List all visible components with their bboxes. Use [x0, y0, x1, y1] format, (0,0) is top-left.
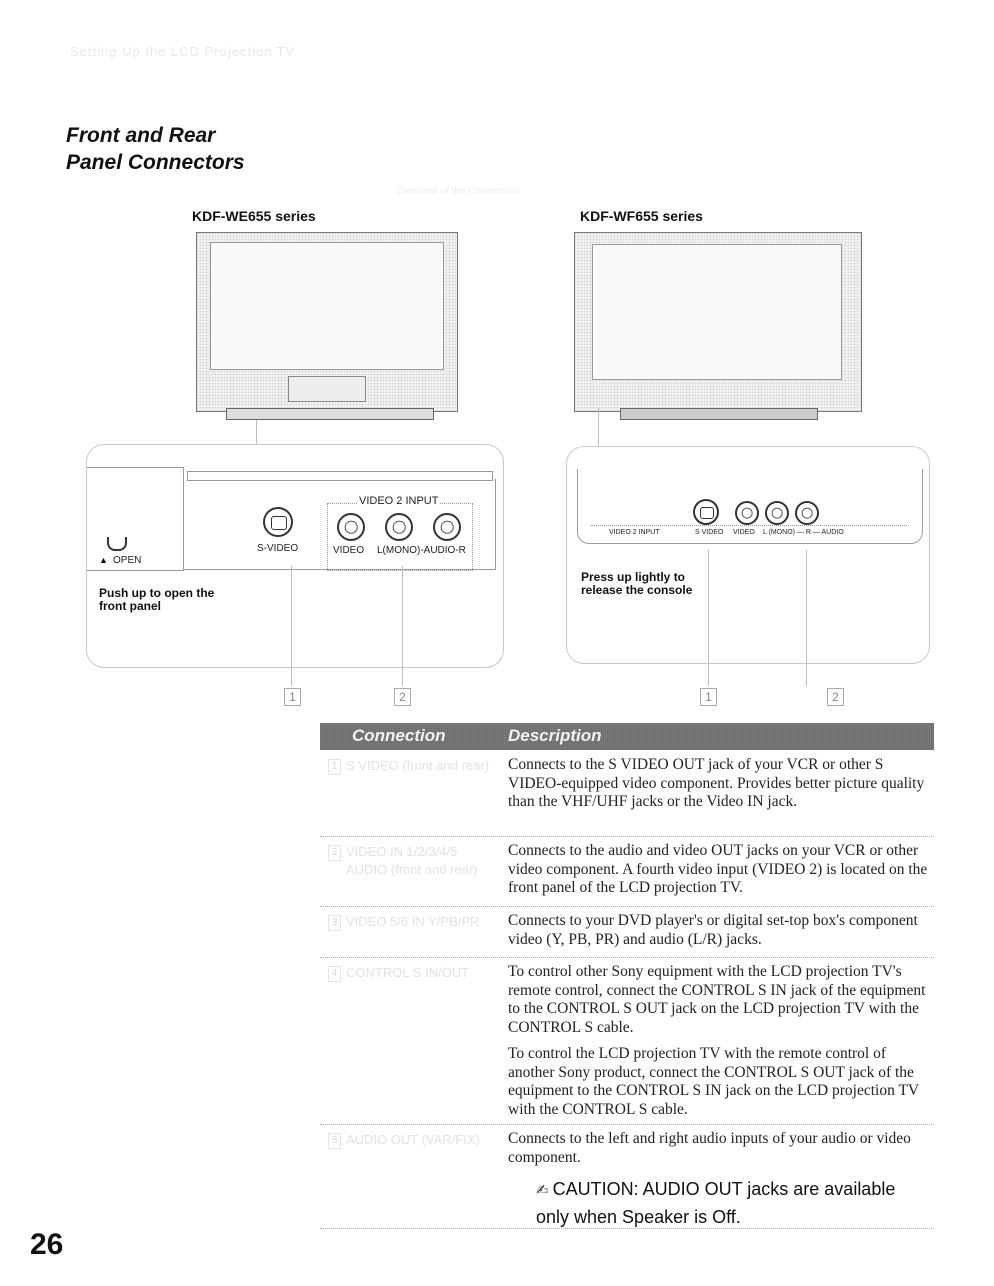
- left-callout1-box: 1: [284, 688, 301, 706]
- left-callout2-line: [402, 566, 403, 686]
- left-front-panel-detail: [86, 444, 504, 668]
- video-jack-right: [735, 501, 759, 525]
- row-1-description: Connects to the S VIDEO OUT jack of your VCR or other S VIDEO-equipped video component. Provides better picture quality than the VHF/UHF jacks or the Video IN jack.: [508, 756, 925, 810]
- right-callout2-box: 2: [827, 688, 844, 706]
- row-rule-3: [320, 957, 934, 958]
- header-description: Description: [508, 726, 602, 745]
- table-header: [320, 723, 934, 750]
- row-5-connection: AUDIO OUT (VAR/FIX): [346, 1132, 480, 1147]
- audio-label-left: L(MONO)-AUDIO-R: [377, 545, 466, 556]
- row-4-description-para2: To control the LCD projection TV with the remote control of another Sony product, connect the CONTROL S OUT jack of the equipment to the CONTROL S IN jack on the LCD projection TV with the CONTROL S cable.: [508, 1045, 919, 1118]
- left-tv-base: [226, 408, 434, 420]
- row-rule-4: [320, 1124, 934, 1125]
- video-label-left: VIDEO: [333, 545, 365, 556]
- row-4-description-para1: To control other Sony equipment with the LCD projection TV's remote control, connect the CONTROL S IN jack of the equipment to the CONTROL S OUT jack on the LCD projection TV with the CONTROL S cable.: [508, 963, 926, 1036]
- right-callout1-box: 1: [700, 688, 717, 706]
- video-jack-left: [337, 513, 365, 541]
- push-to-open-text: Push up to open the front panel: [99, 586, 215, 613]
- row-3-connection: VIDEO 5/6 IN Y/PB/PR: [346, 914, 480, 929]
- row-4-number: 4: [328, 966, 341, 982]
- triangle-up-icon: ▲: [99, 555, 108, 565]
- left-tv-illustration: [196, 232, 458, 422]
- caution-text: CAUTION: AUDIO OUT jacks are available only when Speaker is Off.: [536, 1179, 896, 1227]
- row-2-number: 2: [328, 845, 341, 861]
- page-title: [66, 122, 245, 176]
- table-bottom-rule: [320, 1228, 934, 1229]
- left-callout2-box: 2: [394, 688, 411, 706]
- press-to-release-text: Press up lightly to release the console: [581, 570, 693, 597]
- left-callout1-line: [291, 566, 292, 686]
- right-tv-illustration: [574, 232, 862, 422]
- page-title-line2: Panel Connectors: [66, 151, 245, 174]
- right-callout1-line: [708, 550, 709, 686]
- left-tv-center-panel: [288, 376, 366, 402]
- svideo-label-left: S-VIDEO: [257, 543, 299, 554]
- right-tv-screen: [592, 244, 842, 380]
- audio-r-jack-right: [795, 501, 819, 525]
- right-pointer-line: [598, 408, 599, 448]
- pencil-note-icon: ✍: [536, 1182, 549, 1199]
- row-5-description: Connects to the left and right audio inputs of your audio or video component.: [508, 1130, 911, 1166]
- right-strip-svideo: S VIDEO: [695, 529, 724, 536]
- audio-l-jack-right: [765, 501, 789, 525]
- page-title-line1: Front and Rear: [66, 124, 216, 147]
- right-tv-base: [620, 408, 818, 420]
- audio-r-jack-left: [433, 513, 461, 541]
- row-rule-1: [320, 836, 934, 837]
- right-strip-audio: L (MONO) — R — AUDIO: [763, 529, 844, 536]
- row-1-connection: S VIDEO (front and rear): [346, 758, 490, 773]
- left-tv-screen: [210, 242, 444, 370]
- right-strip-video: VIDEO: [733, 529, 755, 536]
- header-connection: Connection: [352, 726, 446, 745]
- video2-input-label: VIDEO 2 INPUT: [359, 495, 439, 507]
- right-front-panel-detail: [566, 446, 930, 664]
- right-series-label: KDF-WF655 series: [580, 208, 703, 224]
- row-4-connection: CONTROL S IN/OUT: [346, 965, 470, 980]
- open-label: OPEN: [113, 555, 142, 566]
- svideo-jack-left: [263, 507, 293, 537]
- svideo-jack-right: [693, 499, 719, 525]
- audio-l-jack-left: [385, 513, 413, 541]
- left-series-label: KDF-WE655 series: [192, 208, 316, 224]
- caution-note: [536, 1176, 916, 1230]
- right-callout2-line: [806, 550, 807, 686]
- row-2-connection: VIDEO IN 1/2/3/4/5 AUDIO (front and rear): [346, 844, 478, 877]
- right-strip-video2: VIDEO 2 INPUT: [609, 529, 660, 536]
- row-5-number: 5: [328, 1133, 341, 1149]
- open-door-icon: [107, 537, 127, 551]
- running-head: Setting Up the LCD Projection TV: [70, 44, 296, 59]
- row-2-description: Connects to the audio and video OUT jacks on your VCR or other video component. A fourth video input (VIDEO 2) is located on the front panel of the LCD projection TV.: [508, 842, 928, 896]
- row-3-number: 3: [328, 915, 341, 931]
- row-3-description: Connects to your DVD player's or digital set-top box's component video (Y, PB, PR) and audio (L/R) jacks.: [508, 912, 918, 948]
- left-pointer-line: [256, 420, 257, 446]
- page-number: 26: [30, 1228, 64, 1261]
- row-1-number: 1: [328, 759, 341, 775]
- row-rule-2: [320, 906, 934, 907]
- section-subhead: Overview of the Connectors: [396, 186, 520, 197]
